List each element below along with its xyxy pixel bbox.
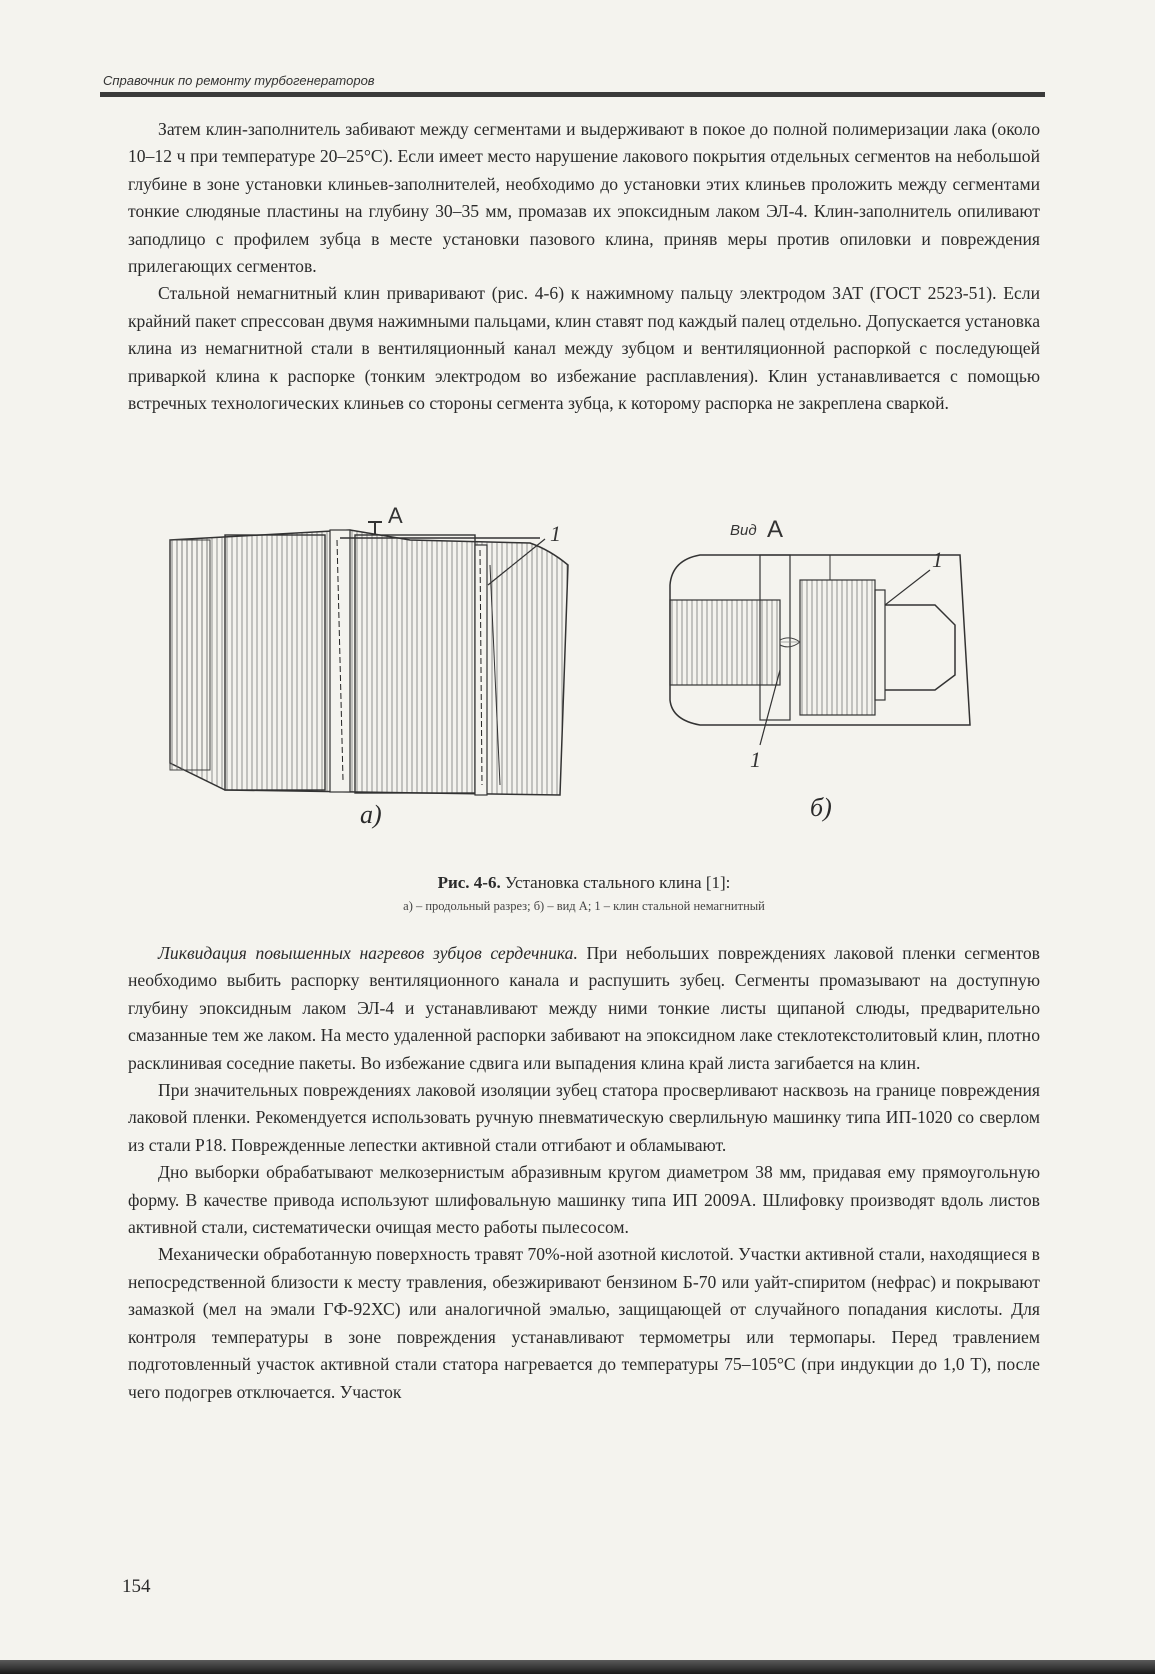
callout-1-a: 1 (550, 521, 561, 546)
figure-4-6 (160, 503, 1020, 845)
running-header: Справочник по ремонту турбогенераторов (103, 73, 375, 88)
paragraph (128, 940, 1040, 1077)
view-label-prefix: Вид (730, 522, 757, 539)
caption-number: Рис. 4-6. (437, 873, 501, 892)
section-run-in-heading: Ликвидация повышенных нагревов зубцов сердечника. (158, 943, 578, 963)
text-block-top (128, 116, 1040, 417)
view-drawing-b (670, 555, 970, 745)
paragraph-text: При небольших повреждениях лаковой пленки сегментов необходимо выбить распорку вентиляционного канала и распушить зубец. Сегменты промазывают на доступную глубину эпоксидным лаком ЭЛ-4 и устанавливают между ними тонкие листы щипаной слюды, предварительно смазанные тем же лаком. На место удаленной распорки забивают на эпоксидном лаке стеклотекстолитовый клин, плотно расклинивая соседние пакеты. Во избежание сдвига или выпадения клина край листа загибается на клин. (128, 943, 1040, 1073)
view-label-letter: A (767, 516, 784, 543)
paragraph: При значительных повреждениях лаковой изоляции зубец статора просверливают насквозь на границе повреждения лаковой пленки. Рекомендуется использовать ручную пневматическую сверлильную машинку типа ИП-1020 со сверлом из стали Р18. Поврежденные лепестки активной стали отгибают и обламывают. (128, 1080, 1040, 1155)
paragraph: Стальной немагнитный клин приваривают (рис. 4-6) к нажимному пальцу электродом ЗАТ (ГОСТ 2523-51). Если крайний пакет спрессован двумя нажимными пальцами, клин ставят под каждый палец отдельно. Допускается установка клина из немагнитной стали в вентиляционный канал между зубцом и вентиляционной распоркой с последующей приваркой клина к распорке (тонким электродом во избежание расплавления). Клин устанавливается с помощью встречных технологических клиньев со стороны сегмента зубца, к которому распорка не закреплена сваркой. (128, 283, 1040, 414)
page-number: 154 (122, 1576, 151, 1597)
caption-text: Установка стального клина [1]: (504, 873, 731, 892)
text-block-bottom (128, 940, 1040, 1406)
paragraph: Затем клин-заполнитель забивают между сегментами и выдерживают в покое до полной полимеризации лака (около 10–12 ч при температуре 20–25°С). Если имеет место нарушение лакового покрытия отдельных сегментов на небольшой глубине в зоне установки клиньев-заполнителей, необходимо до установки этих клиньев проложить между сегментами тонкие слюдяные пластины на глубину 30–35 мм, промазав их эпоксидным лаком ЭЛ-4. Клин-заполнитель опиливают заподлицо с профилем зубца в месте установки пазового клина, приняв меры против опиловки и повреждения прилегающих сегментов. (128, 119, 1040, 277)
header-rule (100, 92, 1045, 97)
arrow-label: A (388, 503, 403, 528)
section-drawing-a (170, 522, 568, 795)
paragraph: Дно выборки обрабатывают мелкозернистым абразивным кругом диаметром 38 мм, придавая ему прямоугольную форму. В качестве привода используют шлифовальную машинку типа ИП 2009А. Шлифовку производят вдоль листов активной стали, систематически очищая место работы пылесосом. (128, 1162, 1040, 1238)
callout-1-b-bottom: 1 (750, 747, 761, 772)
figure-label-a: a) (360, 800, 382, 829)
figure-subcaption: а) – продольный разрез; б) – вид А; 1 – клин стальной немагнитный (403, 899, 765, 913)
figure-caption (128, 873, 1040, 893)
callout-1-b-top: 1 (932, 547, 943, 572)
paragraph: Механически обработанную поверхность травят 70%-ной азотной кислотой. Участки активной стали, находящиеся в непосредственной близости к месту травления, обезжиривают бензином Б-70 или уайт-спиритом (нефрас) и покрывают замазкой (мел на эмали ГФ-92ХС) или аналогичной эмалью, защищающей от случайного попадания кислоты. Для контроля температуры в зоне повреждения устанавливают термометры или термопары. Перед травлением подготовленный участок активной стали статора нагревается до температуры 75–105°С (при индукции до 1,0 Т), после чего подогрев отключается. Участок (128, 1244, 1040, 1402)
scan-edge (0, 1660, 1155, 1674)
figure-label-b: б) (810, 793, 832, 822)
figure-drawing (160, 503, 1020, 845)
